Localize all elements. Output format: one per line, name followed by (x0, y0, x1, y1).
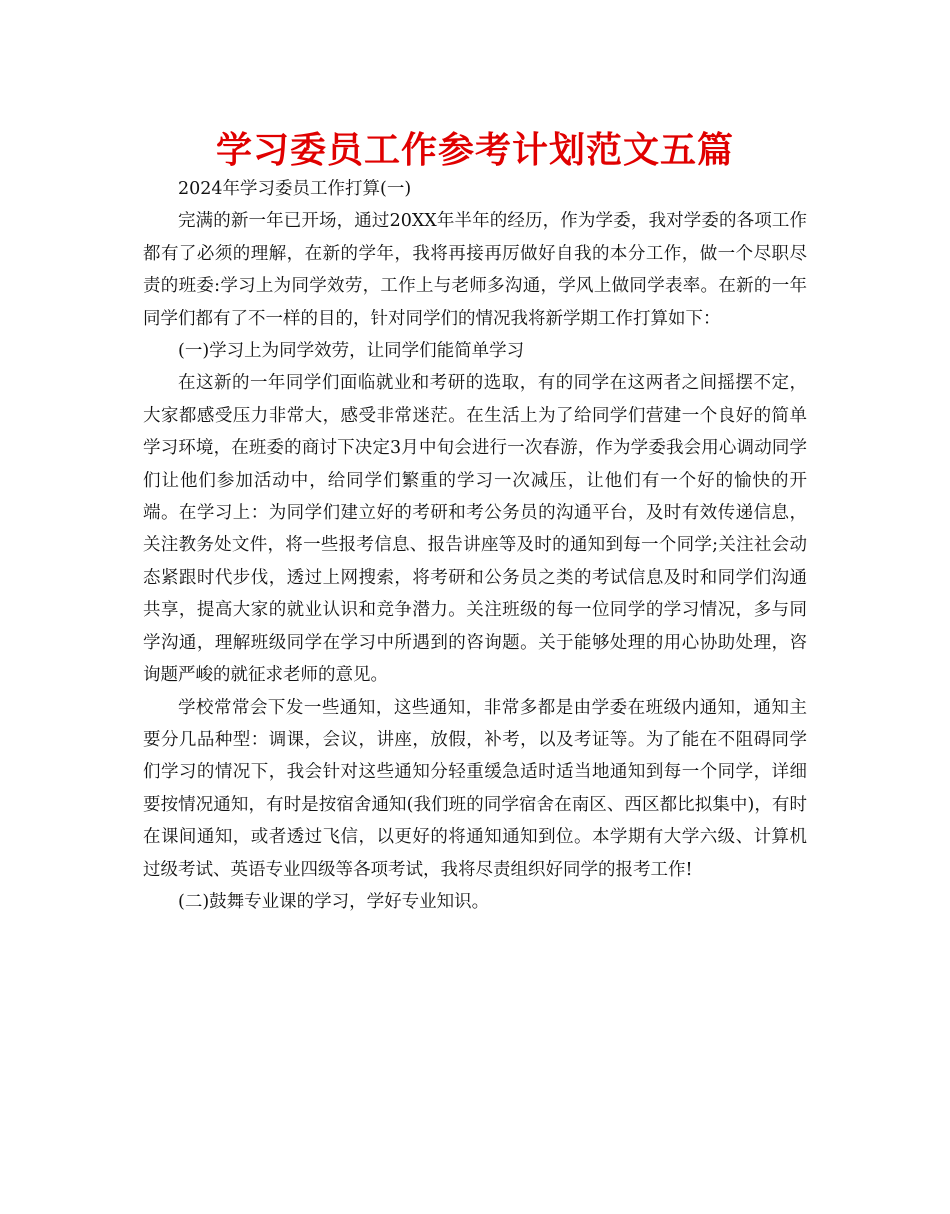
document-title: 学习委员工作参考计划范文五篇 (215, 130, 734, 171)
subheading-section-one: (一)学习上为同学效劳，让同学们能简单学习 (178, 341, 525, 362)
document-body (143, 173, 807, 918)
paragraph-intro: 完满的新一年已开场，通过20XX年半年的经历，作为学委，我对学委的各项工作都有了必须的理解，在新的学年，我将再接再厉做好自我的本分工作，做一个尽职尽责的班委:学习上为同学效劳，工作上与老师多沟通，学风上做同学表率。在新的一年同学们都有了不一样的目的，针对同学们的情况我将新学期工作打算如下： (143, 211, 807, 329)
subheading-section-two: (二)鼓舞专业课的学习，学好专业知识。 (178, 891, 490, 912)
paragraph-study-service: 在这新的一年同学们面临就业和考研的选取，有的同学在这两者之间摇摆不定，大家都感受压力非常大，感受非常迷茫。在生活上为了给同学们营建一个良好的简单学习环境，在班委的商讨下决定3月中旬会进行一次春游，作为学委我会用心调动同学们让他们参加活动中，给同学们繁重的学习一次减压，让他们有一个好的愉快的开端。在学习上：为同学们建立好的考研和考公务员的沟通平台，及时有效传递信息，关注教务处文件，将一些报考信息、报告讲座等及时的通知到每一个同学;关注社会动态紧跟时代步伐，透过上网搜索，将考研和公务员之类的考试信息及时和同学们沟通共享，提高大家的就业认识和竞争潜力。关注班级的每一位同学的学习情况，多与同学沟通，理解班级同学在学习中所遇到的咨询题。关于能够处理的用心协助处理，咨询题严峻的就征求老师的意见。 (143, 373, 807, 686)
subheading-plan-one: 2024年学习委员工作打算(一) (178, 179, 412, 199)
paragraph-notifications: 学校常常会下发一些通知，这些通知，非常多都是由学委在班级内通知，通知主要分几品种型：调课，会议，讲座，放假，补考，以及考证等。为了能在不阻碍同学们学习的情况下，我会针对这些通知分轻重缓急适时适当地通知到每一个同学，详细要按情况通知，有时是按宿舍通知(我们班的同学宿舍在南区、西区都比拟集中)，有时在课间通知，或者透过飞信，以更好的将通知通知到位。本学期有大学六级、计算机过级考试、英语专业四级等各项考试，我将尽责组织好同学的报考工作! (143, 697, 807, 880)
